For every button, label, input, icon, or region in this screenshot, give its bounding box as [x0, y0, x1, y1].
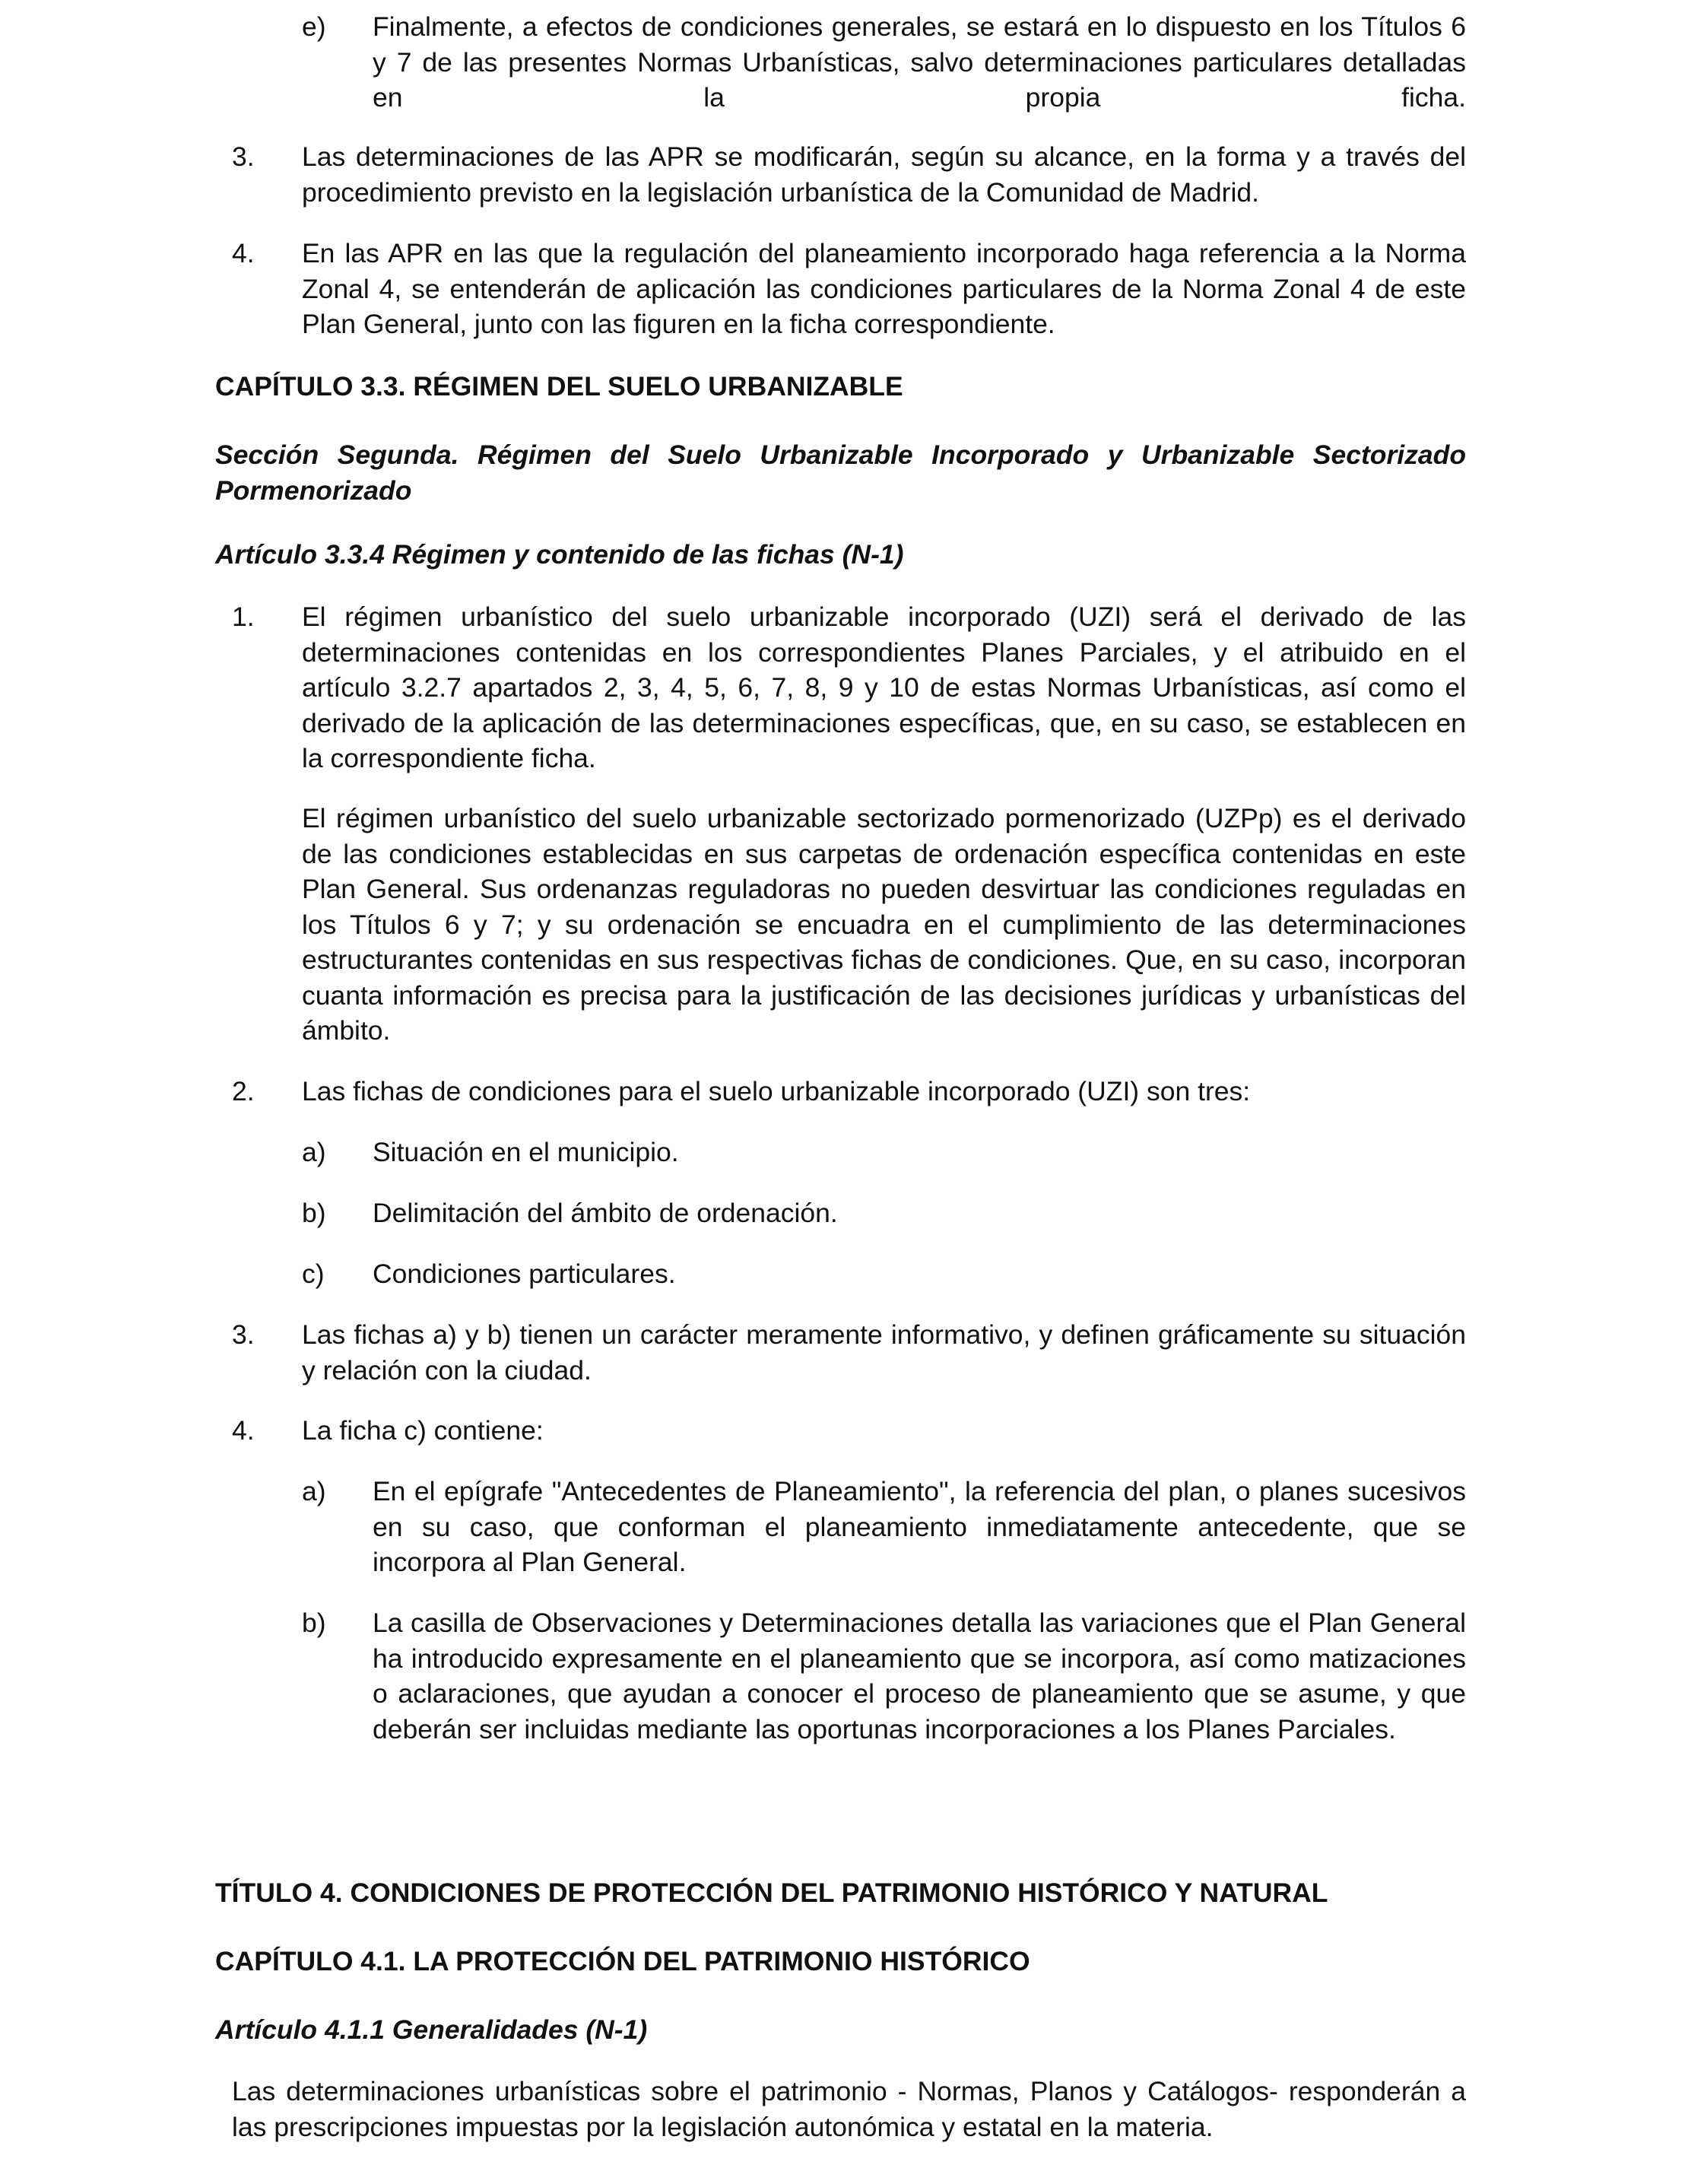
chapter-heading-4-1: CAPÍTULO 4.1. LA PROTECCIÓN DEL PATRIMONIO HISTÓRICO [215, 1946, 1030, 1976]
subitem-text-2c: Condiciones particulares. [373, 1259, 676, 1289]
article-text-4-1-1: Las determinaciones urbanísticas sobre el patrimonio - Normas, Planos y Catálogos- responderán a las prescripciones impuestas por la legislación autonómica y estatal en la materia. [232, 2076, 1466, 2142]
subitem-text-4a: En el epígrafe "Antecedentes de Planeamiento", la referencia del plan, o planes sucesivos en su caso, que conforman el planeamiento inmediatamente antecedente, que se incorpora al Plan General. [373, 1476, 1466, 1577]
article-item-text-2: Las fichas de condiciones para el suelo urbanizable incorporado (UZI) son tres: [302, 1076, 1251, 1106]
subitem-label-2c: c) [302, 1259, 325, 1289]
subitem-text-2a: Situación en el municipio. [373, 1137, 679, 1167]
title-heading-4: TÍTULO 4. CONDICIONES DE PROTECCIÓN DEL PATRIMONIO HISTÓRICO Y NATURAL [215, 1878, 1328, 1908]
item-label-e: e) [302, 11, 326, 42]
chapter-heading-3-3: CAPÍTULO 3.3. RÉGIMEN DEL SUELO URBANIZABLE [215, 371, 903, 402]
article-item-text-4: La ficha c) contiene: [302, 1415, 544, 1446]
article-item-text-1b: El régimen urbanístico del suelo urbanizable sectorizado pormenorizado (UZPp) es el derivado de las condiciones establecidas en sus carpetas de ordenación específica contenidas en este Plan General. Sus ordenanzas reguladoras no pueden desvirtuar las condiciones reguladas en los Títulos 6 y 7; y su ordenación se encuadra en el cumplimiento de las determinaciones estructurantes contenidas en sus respectivas fichas de condiciones. Que, en su caso, incorporan cuanta información es precisa para la justificación de las decisiones jurídicas y urbanísticas del ámbito. [302, 803, 1466, 1046]
article-item-label-4: 4. [232, 1415, 255, 1446]
item-text-3: Las determinaciones de las APR se modificarán, según su alcance, en la forma y a través del procedimiento previsto en la legislación urbanística de la Comunidad de Madrid. [302, 141, 1466, 208]
article-item-text-3: Las fichas a) y b) tienen un carácter meramente informativo, y definen gráficamente su situación y relación con la ciudad. [302, 1319, 1466, 1386]
article-item-label-3: 3. [232, 1319, 255, 1350]
article-heading-4-1-1: Artículo 4.1.1 Generalidades (N-1) [215, 2014, 648, 2045]
subitem-label-2b: b) [302, 1198, 326, 1228]
item-label-4: 4. [232, 238, 255, 268]
item-text-4: En las APR en las que la regulación del planeamiento incorporado haga referencia a la Norma Zonal 4, se entenderán de aplicación las condiciones particulares de la Norma Zonal 4 de este Plan General, junto con las figuren en la ficha correspondiente. [302, 238, 1466, 339]
article-item-text-1: El régimen urbanístico del suelo urbanizable incorporado (UZI) será el derivado de las determinaciones contenidas en los correspondientes Planes Parciales, y el atribuido en el artículo 3.2.7 apartados 2, 3, 4, 5, 6, 7, 8, 9 y 10 de estas Normas Urbanísticas, así como el derivado de la aplicación de las determinaciones específicas, que, en su caso, se establecen en la correspondiente ficha. [302, 602, 1466, 773]
subitem-label-4b: b) [302, 1608, 326, 1638]
section-heading: Sección Segunda. Régimen del Suelo Urbanizable Incorporado y Urbanizable Sectorizado Pormenorizado [215, 440, 1466, 506]
subitem-text-4b: La casilla de Observaciones y Determinaciones detalla las variaciones que el Plan General ha introducido expresamente en el planeamiento que se incorpora, así como matizaciones o aclaraciones, que ayudan a conocer el proceso de planeamiento que se asume, y que deberán ser incluidas mediante las oportunas incorporaciones a los Planes Parciales. [373, 1608, 1466, 1744]
article-item-label-2: 2. [232, 1076, 255, 1106]
item-label-3: 3. [232, 141, 255, 172]
subitem-label-2a: a) [302, 1137, 326, 1167]
item-text-e: Finalmente, a efectos de condiciones generales, se estará en lo dispuesto en los Títulos 6 y 7 de las presentes Normas Urbanísticas, salvo determinaciones particulares detalladas en la propia ficha. [373, 11, 1466, 113]
article-heading-3-3-4: Artículo 3.3.4 Régimen y contenido de las fichas (N-1) [215, 539, 904, 570]
article-item-label-1: 1. [232, 602, 255, 632]
subitem-label-4a: a) [302, 1476, 326, 1506]
subitem-text-2b: Delimitación del ámbito de ordenación. [373, 1198, 838, 1228]
